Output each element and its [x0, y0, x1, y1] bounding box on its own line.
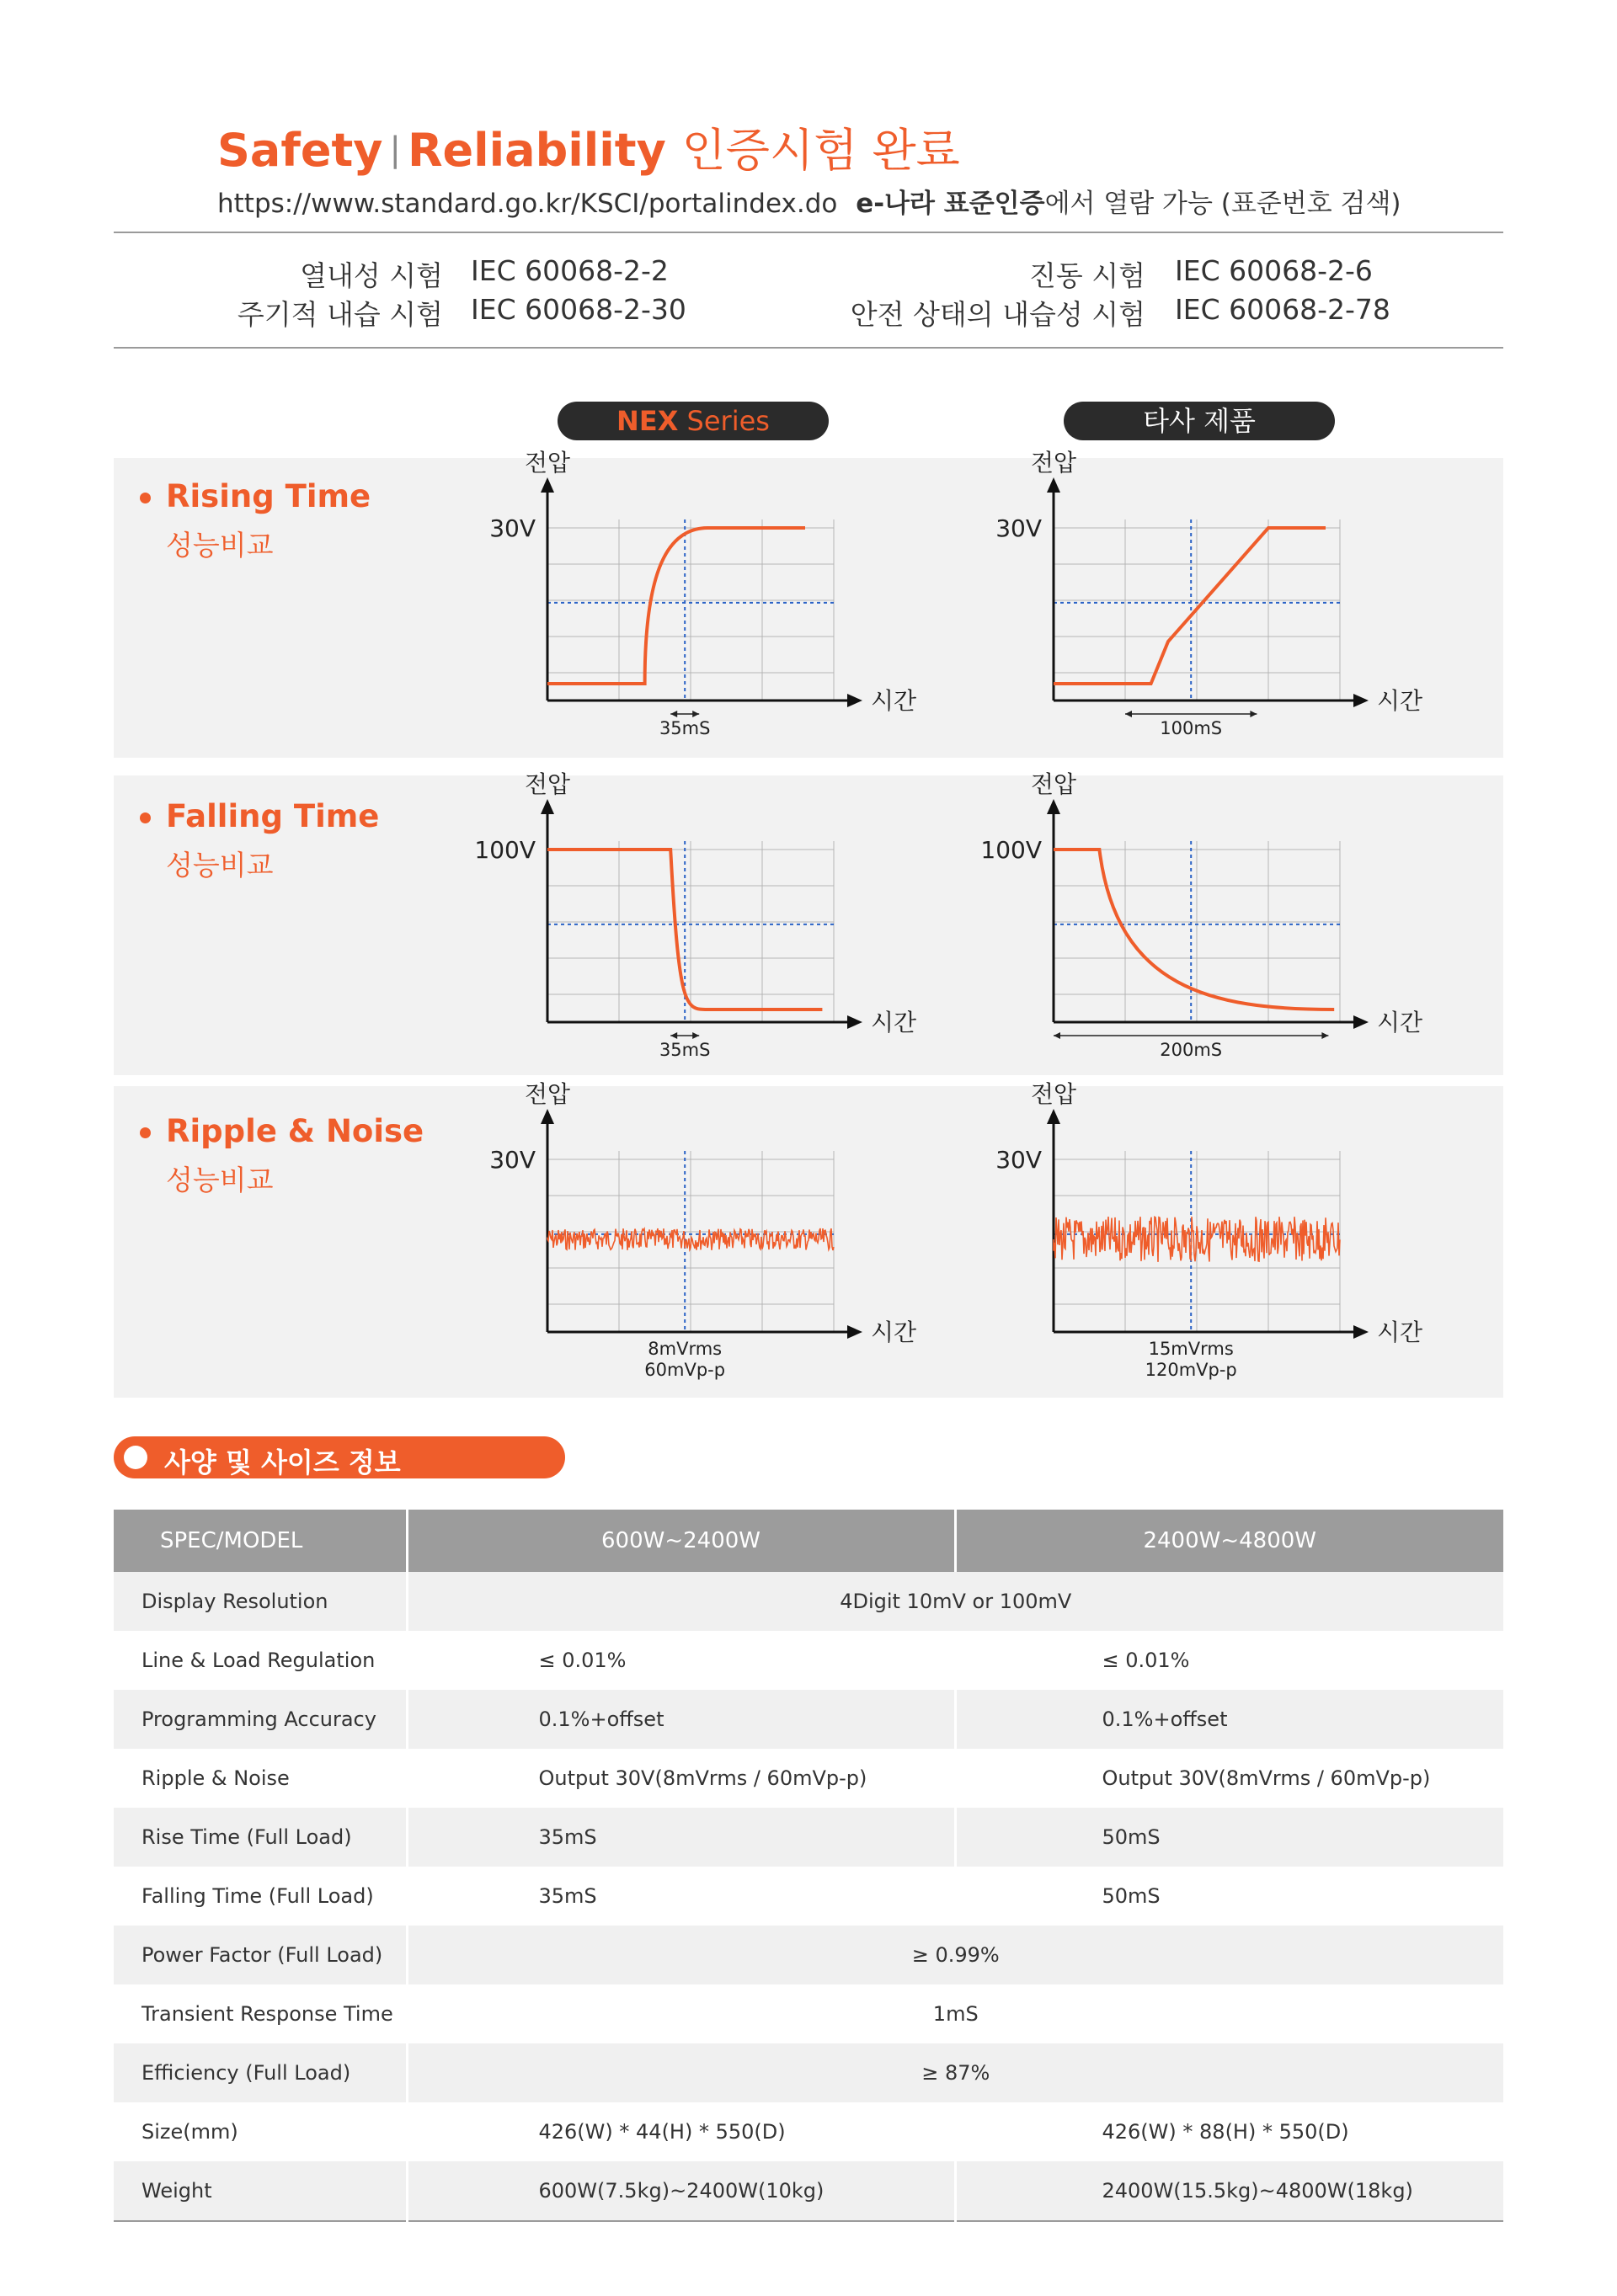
spec-value-2400-4800: 0.1%+offset	[955, 1690, 1503, 1749]
title-separator: |	[389, 131, 401, 169]
rms-label: 8mVrms	[648, 1339, 723, 1359]
spec-row-name: Transient Response Time	[114, 1984, 407, 2043]
table-row	[114, 1984, 1503, 2043]
spec-value-2400-4800: 2400W(15.5kg)~4800W(18kg)	[955, 2161, 1503, 2221]
table-row	[114, 2161, 1503, 2221]
cert-label-cyclic-humidity: 주기적 내습 시험	[237, 298, 443, 331]
span-arrow-right-icon	[692, 1032, 699, 1039]
url-suffix: 에서 열람 가능 (표준번호 검색)	[1044, 189, 1401, 219]
spec-value-600-2400: 426(W) * 44(H) * 550(D)	[407, 2102, 955, 2161]
span-arrow-left-icon	[670, 711, 677, 717]
response-curve	[1054, 850, 1334, 1009]
y-axis-arrow-icon	[541, 1109, 554, 1124]
nex-label: NEX	[616, 405, 679, 437]
section-subtitle-falling: 성능비교	[166, 849, 274, 882]
spec-value-600-2400: 0.1%+offset	[407, 1690, 955, 1749]
y-axis-arrow-icon	[1047, 1109, 1060, 1124]
level-label: 30V	[489, 1146, 536, 1174]
spec-row-name: Programming Accuracy	[114, 1690, 407, 1749]
x-axis-label: 시간	[1377, 1318, 1423, 1346]
section-subtitle-ripple: 성능비교	[166, 1164, 274, 1196]
y-axis-label: 전압	[1030, 1080, 1077, 1108]
y-axis-arrow-icon	[1047, 799, 1060, 814]
x-axis-label: 시간	[871, 687, 917, 715]
spec-value-2400-4800: Output 30V(8mVrms / 60mVp-p)	[1102, 1766, 1431, 1790]
spec-row-name: Power Factor (Full Load)	[114, 1926, 407, 1984]
spec-row-name: Falling Time (Full Load)	[114, 1867, 407, 1926]
cert-code-steady-humidity: IEC 60068-2-78	[1175, 293, 1390, 326]
response-curve	[1054, 528, 1326, 684]
cert-code-vibration: IEC 60068-2-6	[1175, 254, 1373, 287]
y-axis-label: 전압	[1030, 449, 1077, 477]
spec-value-600-2400: 35mS	[407, 1867, 955, 1926]
span-label: 200mS	[1160, 1040, 1223, 1060]
span-arrow-right-icon	[692, 711, 699, 717]
span-arrow-right-icon	[1250, 711, 1257, 717]
spec-header-2400-4800: 2400W~4800W	[955, 1510, 1503, 1572]
spec-table	[114, 1510, 1503, 2222]
response-curve	[547, 528, 805, 684]
y-axis-label: 전압	[524, 770, 571, 798]
spec-row-name: Line & Load Regulation	[114, 1631, 407, 1690]
x-axis-arrow-icon	[1353, 1015, 1369, 1029]
spec-header-model: SPEC/MODEL	[114, 1510, 407, 1572]
title-safety: Safety	[217, 124, 383, 177]
rms-label: 15mVrms	[1148, 1339, 1234, 1359]
spec-row-name: Display Resolution	[114, 1572, 407, 1631]
spec-row-shared-value: ≥ 0.99%	[407, 1926, 1503, 1984]
table-row	[114, 1631, 1503, 1690]
span-label: 35mS	[659, 1040, 711, 1060]
spec-value-600-2400: 600W(7.5kg)~2400W(10kg)	[407, 2161, 955, 2221]
table-row	[114, 1808, 1503, 1867]
spec-header-row	[114, 1510, 1503, 1572]
x-axis-arrow-icon	[1353, 694, 1369, 707]
level-label: 100V	[980, 836, 1042, 864]
spec-row-name: Rise Time (Full Load)	[114, 1808, 407, 1867]
x-axis-arrow-icon	[847, 694, 862, 707]
section-title-falling: Falling Time	[166, 798, 380, 834]
y-axis-arrow-icon	[541, 799, 554, 814]
url-bold-text: e-나라 표준인증	[856, 189, 1045, 219]
table-row	[114, 1749, 1503, 1808]
spec-row-name: Ripple & Noise	[114, 1749, 407, 1808]
spec-row-name: Weight	[114, 2161, 407, 2221]
cert-label-vibration: 진동 시험	[1028, 259, 1145, 292]
table-row	[114, 2043, 1503, 2102]
spec-section-title: 사양 및 사이즈 정보	[164, 1446, 401, 1478]
table-row	[114, 1867, 1503, 1926]
y-axis-arrow-icon	[541, 477, 554, 493]
section-title-rising: Rising Time	[166, 478, 371, 514]
cert-code-heat: IEC 60068-2-2	[471, 254, 669, 287]
spec-value-2400-4800: 50mS	[1102, 1884, 1161, 1908]
title-korean: 인증시험 완료	[681, 124, 960, 177]
x-axis-label: 시간	[871, 1009, 917, 1036]
other-product-pill: 타사 제품	[1064, 402, 1335, 440]
x-axis-label: 시간	[1377, 687, 1423, 715]
spec-value-2400-4800: ≤ 0.01%	[1102, 1649, 1190, 1672]
pp-label: 120mVp-p	[1145, 1360, 1237, 1380]
span-arrow-left-icon	[1054, 1032, 1060, 1039]
x-axis-arrow-icon	[847, 1015, 862, 1029]
table-row	[114, 1690, 1503, 1749]
spec-section-pill	[114, 1436, 565, 1478]
circle-icon	[124, 1446, 147, 1469]
table-row	[114, 2102, 1503, 2161]
table-row	[114, 1572, 1503, 1631]
cert-code-cyclic-humidity: IEC 60068-2-30	[471, 293, 686, 326]
span-arrow-right-icon	[1321, 1032, 1328, 1039]
spec-row-shared-value: 1mS	[932, 2002, 979, 2026]
section-subtitle-rising: 성능비교	[166, 529, 274, 562]
section-title-ripple: Ripple & Noise	[166, 1113, 424, 1149]
spec-header-600-2400: 600W~2400W	[407, 1510, 955, 1572]
level-label: 30V	[995, 1146, 1042, 1174]
spec-row-name: Size(mm)	[114, 2102, 407, 2161]
spec-value-600-2400: Output 30V(8mVrms / 60mVp-p)	[407, 1749, 955, 1808]
level-label: 30V	[995, 514, 1042, 542]
x-axis-label: 시간	[1377, 1009, 1423, 1036]
spec-value-2400-4800: 426(W) * 88(H) * 550(D)	[1102, 2120, 1349, 2144]
span-label: 35mS	[659, 718, 711, 738]
spec-value-600-2400: 35mS	[407, 1808, 955, 1867]
y-axis-label: 전압	[524, 1080, 571, 1108]
span-arrow-left-icon	[670, 1032, 677, 1039]
spec-value-2400-4800: 50mS	[955, 1808, 1503, 1867]
spec-row-name: Efficiency (Full Load)	[114, 2043, 407, 2102]
span-arrow-left-icon	[1125, 711, 1132, 717]
cert-label-heat: 열내성 시험	[300, 259, 443, 292]
spec-row-shared-value: ≥ 87%	[407, 2043, 1503, 2102]
y-axis-arrow-icon	[1047, 477, 1060, 493]
title-reliability: Reliability	[407, 124, 666, 177]
pp-label: 60mVp-p	[644, 1360, 726, 1380]
x-axis-label: 시간	[871, 1318, 917, 1346]
level-label: 30V	[489, 514, 536, 542]
span-label: 100mS	[1160, 718, 1223, 738]
spec-value-600-2400: ≤ 0.01%	[407, 1631, 955, 1690]
x-axis-arrow-icon	[847, 1325, 862, 1339]
cert-label-steady-humidity: 안전 상태의 내습성 시험	[850, 298, 1145, 331]
standard-url[interactable]: https://www.standard.go.kr/KSCI/portalindex.do	[217, 189, 838, 219]
y-axis-label: 전압	[524, 449, 571, 477]
table-row	[114, 1926, 1503, 1984]
x-axis-arrow-icon	[1353, 1325, 1369, 1339]
series-label: Series	[678, 405, 770, 437]
spec-row-shared-value: 4Digit 10mV or 100mV	[407, 1572, 1503, 1631]
y-axis-label: 전압	[1030, 770, 1077, 798]
level-label: 100V	[474, 836, 536, 864]
